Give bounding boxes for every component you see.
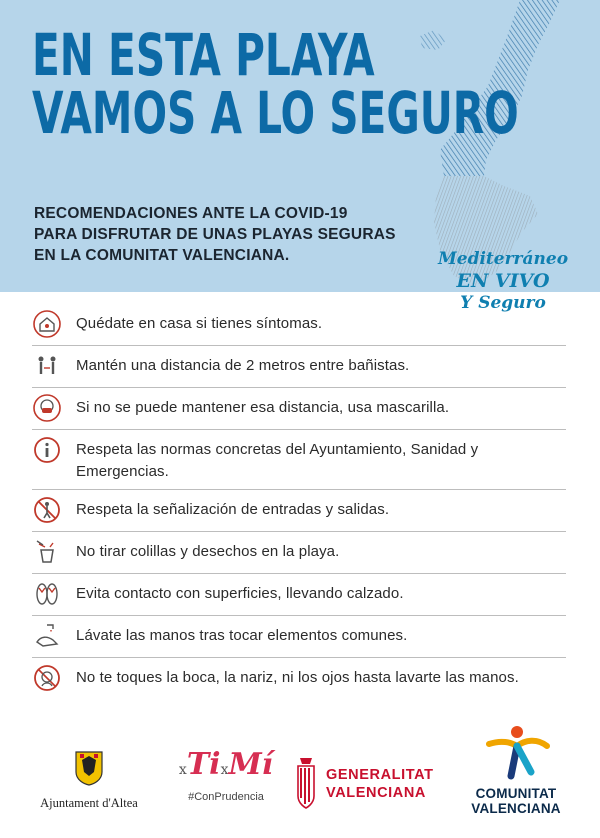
timi-x: x [178, 762, 187, 778]
title-line: VAMOS A LO SEGURO [32, 79, 519, 147]
comunitat-line: COMUNITAT [475, 786, 557, 801]
generalitat-line: GENERALITAT [326, 767, 434, 783]
timi-logo [176, 748, 276, 803]
list-item-text: Respeta las normas concretas del Ayuntamiento, Sanidad y Emergencias. [76, 441, 479, 480]
generalitat-logo [292, 756, 442, 814]
generalitat-shield-icon [292, 756, 320, 810]
timi-mi: Mí [228, 747, 274, 782]
timi-wordmark [176, 748, 276, 787]
sandals-icon [32, 579, 62, 609]
subtitle-line: PARA DISFRUTAR DE UNAS PLAYAS SEGURAS [34, 226, 396, 243]
comunitat-figure-icon [481, 724, 551, 780]
mask-icon [32, 393, 62, 423]
slogan-line: Y Seguro [460, 293, 546, 313]
title-line: EN ESTA PLAYA [32, 21, 375, 89]
list-item-text: Si no se puede mantener esa distancia, usa mascarilla. [76, 399, 450, 416]
list-item [32, 574, 566, 616]
hand-wash-icon [32, 621, 62, 651]
timi-hashtag: #ConPrudencia [188, 791, 264, 803]
list-item-text: No te toques la boca, la nariz, ni los ojos hasta lavarte las manos. [76, 669, 519, 686]
list-item-text: Lávate las manos tras tocar elementos comunes. [76, 627, 408, 644]
house-icon [32, 309, 62, 339]
comunitat-text [456, 786, 576, 816]
subtitle-line: EN LA COMUNITAT VALENCIANA. [34, 247, 290, 264]
footer-logos [0, 720, 600, 838]
page-title [32, 21, 600, 147]
comunitat-line: VALENCIANA [471, 801, 561, 816]
list-item [32, 430, 566, 490]
altea-label: Ajuntament d'Altea [40, 796, 138, 810]
list-item-text: Evita contacto con superficies, llevando calzado. [76, 585, 404, 602]
subtitle-line: RECOMENDACIONES ANTE LA COVID-19 [34, 205, 348, 222]
list-item [32, 304, 566, 346]
list-item-text: Quédate en casa si tienes síntomas. [76, 315, 323, 332]
no-face-touch-icon [32, 663, 62, 693]
list-item [32, 532, 566, 574]
recommendations-list [32, 304, 566, 716]
list-item [32, 346, 566, 388]
list-item [32, 388, 566, 430]
timi-ti: Ti [186, 747, 221, 782]
generalitat-line: VALENCIANA [326, 785, 426, 801]
slogan-line: EN VIVO [456, 270, 550, 292]
coat-of-arms-icon [74, 750, 104, 786]
list-item-text: Mantén una distancia de 2 metros entre bañistas. [76, 357, 410, 374]
trash-icon [32, 537, 62, 567]
generalitat-text [326, 766, 434, 802]
slogan-line: Mediterráneo [437, 249, 569, 269]
info-icon [32, 435, 62, 465]
timi-x: x [220, 762, 229, 778]
list-item [32, 658, 566, 716]
distance-icon [32, 351, 62, 381]
list-item [32, 490, 566, 532]
list-item [32, 616, 566, 658]
altea-logo [34, 750, 144, 811]
list-item-text: Respeta la señalización de entradas y salidas. [76, 501, 390, 518]
subtitle [34, 203, 474, 266]
list-item-text: No tirar colillas y desechos en la playa. [76, 543, 340, 560]
no-entry-icon [32, 495, 62, 525]
comunitat-valenciana-logo [456, 724, 576, 816]
